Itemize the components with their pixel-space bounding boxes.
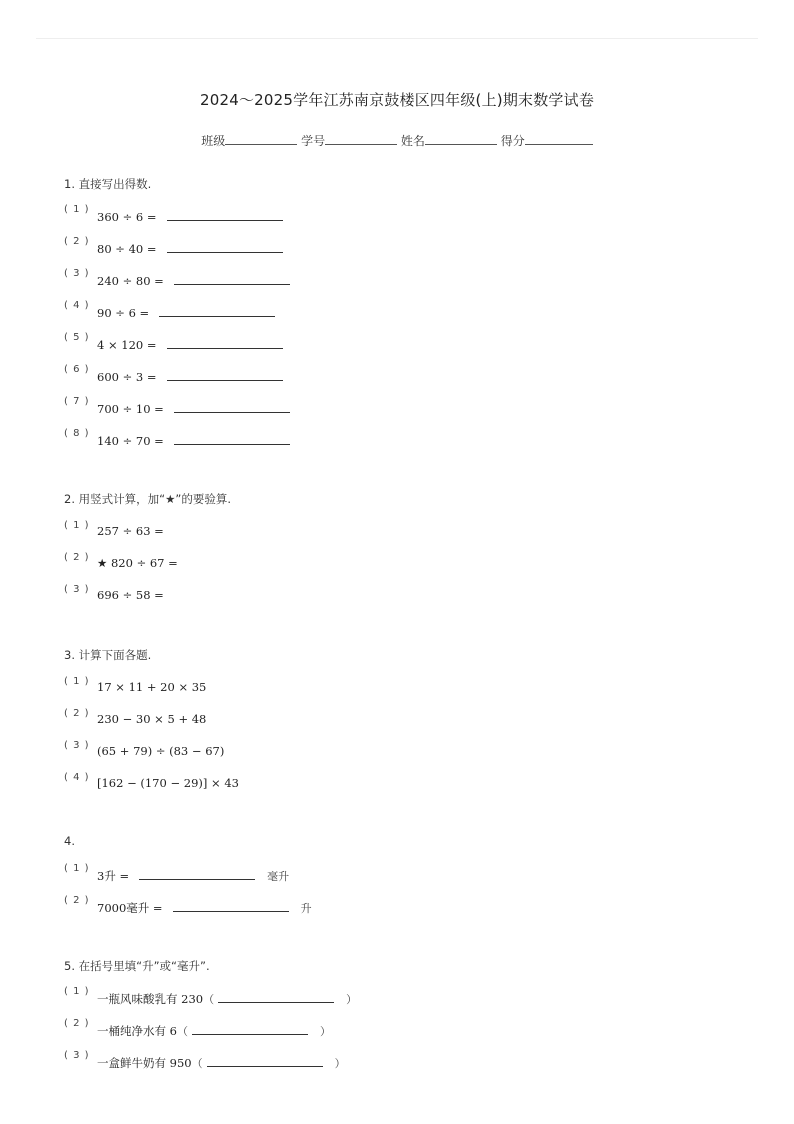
answer-blank[interactable]: [207, 1054, 323, 1067]
question-number: ( 2 ): [64, 708, 90, 719]
name-label: 姓名: [400, 134, 425, 148]
answer-blank[interactable]: [139, 867, 255, 880]
question-expression: 230 − 30 × 5 + 48: [97, 712, 207, 726]
question-expression: 240 ÷ 80 =: [97, 274, 164, 288]
answer-blank[interactable]: [218, 990, 334, 1003]
score-label: 得分: [500, 134, 525, 148]
question-expression: 17 × 11 + 20 × 35: [97, 680, 207, 694]
question-number: ( 7 ): [64, 396, 90, 407]
question-number: ( 1 ): [64, 204, 90, 215]
question-number: ( 5 ): [64, 332, 90, 343]
section-1-title: 1. 直接写出得数.: [64, 177, 152, 191]
question-number: ( 4 ): [64, 300, 90, 311]
question-expression: 一瓶风味酸乳有 230: [97, 992, 204, 1006]
answer-blank[interactable]: [167, 368, 283, 381]
question-expression: 140 ÷ 70 =: [97, 434, 164, 448]
question-number: ( 3 ): [64, 1050, 90, 1061]
question-number: ( 3 ): [64, 268, 90, 279]
question-number: ( 1 ): [64, 986, 90, 997]
question-expression: (65 + 79) ÷ (83 − 67): [97, 744, 225, 758]
score-field: [501, 132, 593, 149]
close-paren: ）: [334, 1057, 346, 1070]
student-info-line: [0, 132, 794, 149]
question-expression: 90 ÷ 6 =: [97, 306, 150, 320]
class-field: [201, 132, 297, 149]
question-number: ( 8 ): [64, 428, 90, 439]
question-number: ( 6 ): [64, 364, 90, 375]
exam-title: 2024～2025学年江苏南京鼓楼区四年级(上)期末数学试卷: [199, 91, 595, 109]
question-number: ( 2 ): [64, 552, 90, 563]
score-blank[interactable]: [525, 132, 593, 145]
student-id-label: 学号: [301, 134, 326, 148]
class-blank[interactable]: [225, 132, 297, 145]
student-id-blank[interactable]: [325, 132, 397, 145]
name-field: [401, 132, 497, 149]
question-expression: 360 ÷ 6 =: [97, 210, 157, 224]
question-expression: 600 ÷ 3 =: [97, 370, 157, 384]
question-expression: 80 ÷ 40 =: [97, 242, 157, 256]
question-number: ( 3 ): [64, 584, 90, 595]
section-2-title: 2. 用竖式计算，加“★”的要验算.: [64, 492, 232, 506]
class-label: 班级: [201, 134, 226, 148]
question-expression: 257 ÷ 63 =: [97, 524, 164, 538]
question-number: ( 4 ): [64, 772, 90, 783]
close-paren: ）: [346, 993, 358, 1006]
open-paren: （: [176, 1025, 188, 1038]
question-expression: ★ 820 ÷ 67 =: [97, 556, 178, 570]
question-number: ( 2 ): [64, 1018, 90, 1029]
section-3-title: 3. 计算下面各题.: [64, 648, 152, 662]
question-expression: 4 × 120 =: [97, 338, 157, 352]
answer-blank[interactable]: [159, 304, 275, 317]
question-number: ( 1 ): [64, 520, 90, 531]
header-rule: [36, 38, 758, 39]
question-number: ( 1 ): [64, 676, 90, 687]
section-5-title: 5. 在括号里填“升”或“毫升”.: [64, 959, 210, 973]
question-number: ( 2 ): [64, 236, 90, 247]
question-expression: [162 − (170 − 29)] × 43: [97, 776, 239, 790]
answer-blank[interactable]: [174, 400, 290, 413]
section-4-title: 4.: [64, 834, 75, 848]
name-blank[interactable]: [425, 132, 497, 145]
question-expression: 700 ÷ 10 =: [97, 402, 164, 416]
unit-label: 毫升: [267, 870, 290, 883]
open-paren: （: [191, 1057, 203, 1070]
question-expression: 一桶纯净水有 6: [97, 1024, 177, 1038]
question-expression: 7000毫升 =: [97, 901, 163, 915]
answer-blank[interactable]: [167, 208, 283, 221]
answer-blank[interactable]: [167, 336, 283, 349]
close-paren: ）: [319, 1025, 331, 1038]
question-number: ( 2 ): [64, 895, 90, 906]
question-expression: 3升 =: [97, 869, 130, 883]
question-number: ( 1 ): [64, 863, 90, 874]
student-id-field: [301, 132, 397, 149]
answer-blank[interactable]: [192, 1022, 308, 1035]
answer-blank[interactable]: [173, 899, 289, 912]
question-number: ( 3 ): [64, 740, 90, 751]
unit-label: 升: [300, 902, 312, 915]
question-expression: 696 ÷ 58 =: [97, 588, 164, 602]
answer-blank[interactable]: [174, 432, 290, 445]
answer-blank[interactable]: [174, 272, 290, 285]
question-expression: 一盒鲜牛奶有 950: [97, 1056, 192, 1070]
open-paren: （: [203, 993, 215, 1006]
answer-blank[interactable]: [167, 240, 283, 253]
